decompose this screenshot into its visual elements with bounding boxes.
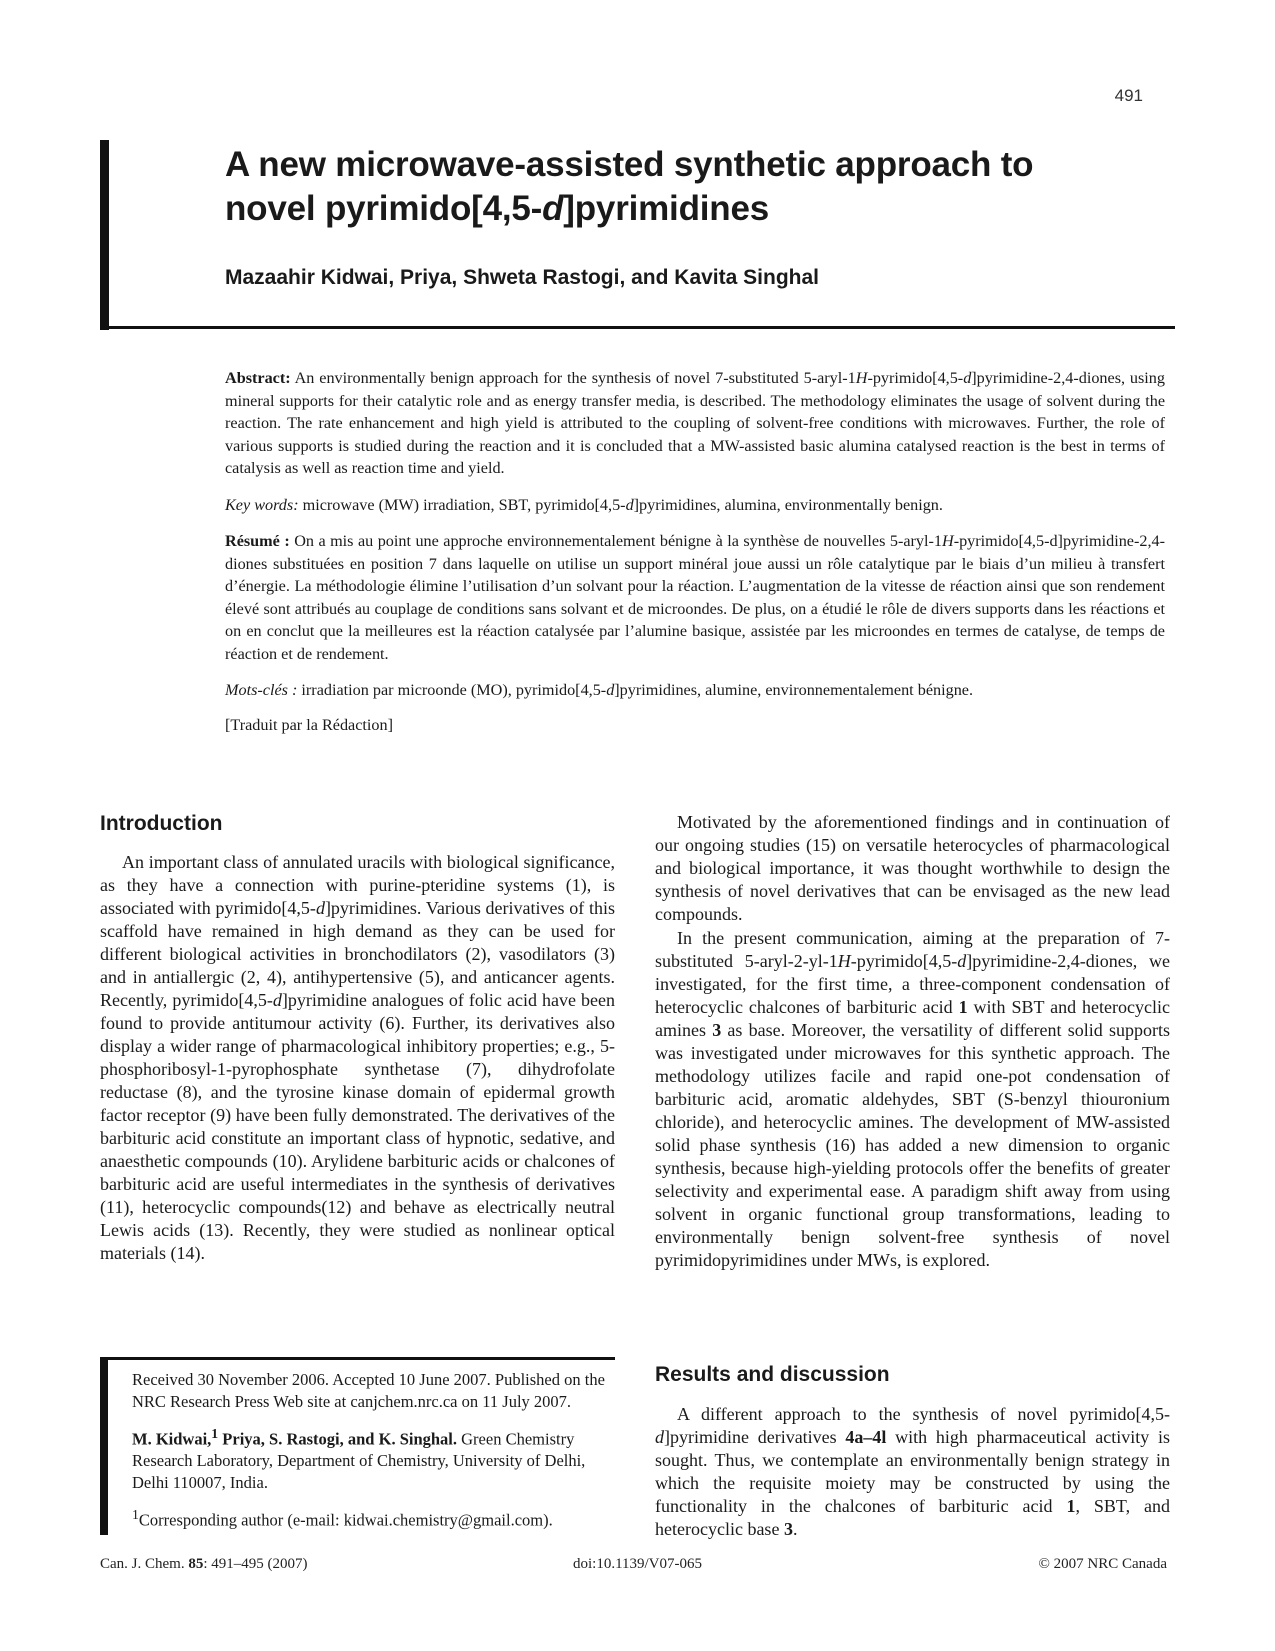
left-column	[100, 811, 615, 1265]
results-text-a: A different approach to the synthesis of novel pyrimido[4,5-	[677, 1404, 1170, 1424]
motscles-label: Mots-clés :	[225, 681, 298, 699]
received-dates: Received 30 November 2006. Accepted 10 June 2007. Published on the NRC Research Press Web site at canjchem.nrc.ca on 11 July 2007.	[132, 1370, 605, 1411]
title-sidebar-rule	[100, 140, 109, 330]
abstract-italic-1: H	[855, 369, 868, 387]
resume-text-1: On a mis au point une approche environnementalement bénigne à la synthèse de nouvelles 5-aryl-1	[289, 532, 942, 550]
abstract-label: Abstract:	[225, 369, 291, 387]
author-list: Mazaahir Kidwai, Priya, Shweta Rastogi, and Kavita Singhal	[225, 266, 819, 289]
results-text-e: .	[792, 1519, 798, 1539]
title-line-2-pre: novel pyrimido[4,5-	[225, 189, 543, 228]
received-author-1: M. Kidwai,	[132, 1429, 212, 1449]
title-line-2-post: ]pyrimidines	[563, 189, 769, 228]
introduction-heading: Introduction	[100, 812, 223, 835]
footer-copyright: © 2007 NRC Canada	[1038, 1556, 1167, 1572]
received-info-box	[100, 1357, 615, 1535]
intro-text-b: ]pyrimidines. Various derivatives of this scaffold have remained in high demand as they can be used for different biological activities in bronchodilators (2), vasodilators (3) and in antiallergic (2, 4), antihypertensive (5), and anticancer agents. Recently, pyrimido[4,5-	[100, 898, 615, 1010]
resume-label: Résumé :	[225, 532, 290, 550]
footer-journal: Can. J. Chem.	[100, 1556, 189, 1572]
translation-note: [Traduit par la Rédaction]	[225, 715, 393, 734]
keywords-italic-1: d	[625, 495, 634, 514]
right-p2-text-e: as base. Moreover, the versatility of different solid supports was investigated under microwaves for this synthetic approach. The methodology utilizes facile and rapid one-pot condensation of barbituric acid, aromatic aldehydes, SBT (S-benzyl thiouronium chloride), and heterocyclic amines. The development of MW-assisted solid phase synthesis (16) has added a new dimension to organic synthesis, because high-yielding protocols offer the benefits of greater selectivity and experimental ease. A paradigm shift away from using solvent in organic functional group transformations, leading to environmentally benign solvent-free synthesis of novel pyrimidopyrimidines under MWs, is explored.	[655, 1020, 1170, 1270]
results-bold-4l: 4l	[872, 1427, 887, 1447]
title-line-1: A new microwave-assisted synthetic approach to	[225, 145, 1034, 184]
intro-italic-2: d	[272, 990, 282, 1010]
motscles-text-2: ]pyrimidines, alumine, environnementalement bénigne.	[614, 681, 974, 699]
results-bold-1: 1	[1066, 1496, 1076, 1516]
right-p2-bold-3: 3	[712, 1020, 722, 1040]
results-bold-dash: –	[863, 1427, 873, 1447]
resume-paragraph	[225, 530, 1165, 665]
received-author-sup: 1	[211, 1426, 219, 1441]
title-italic-d: d	[542, 189, 564, 228]
corresponding-sup: 1	[132, 1507, 139, 1522]
abstract-text-2: -pyrimido[4,5-	[867, 369, 964, 387]
right-p2-italic-1: H	[837, 951, 851, 971]
results-text-d: , SBT, and heterocyclic base	[655, 1496, 1170, 1539]
received-affiliation-paragraph	[132, 1423, 615, 1493]
keywords-text-2: ]pyrimidines, alumina, environmentally benign.	[633, 495, 943, 514]
resume-text-2: -pyrimido[4,5-d]pyrimidine-2,4-diones substituées en position 7 dans laquelle on utilise un support minéral joue aussi un rôle catalytique par le biais d’un milieu à transfert d’énergie. La méthodologie élimine l’utilisation d’un solvant pour la réaction. L’augmentation de la vitesse de réaction ainsi que son rendement élevé sont attribués au couplage de conditions sans solvant et de microondes. De plus, on a étudié le rôle de divers supports dans les réactions et on en conclut que la meilleures est la réaction catalysée par l’alumine basique, assistée par les microondes en termes de catalyse, de temps de réaction et de rendement.	[225, 532, 1165, 663]
received-affiliation: Green Chemistry Research Laboratory, Department of Chemistry, University of Delhi, Delhi 110007, India.	[132, 1429, 586, 1492]
title-bottom-rule	[100, 326, 1175, 329]
right-paragraph-2	[655, 927, 1170, 1272]
footer-pages: : 491–495 (2007)	[203, 1556, 308, 1572]
footer-doi: doi:10.1139/V07-065	[572, 1556, 703, 1572]
results-paragraph	[655, 1403, 1170, 1541]
right-p2-text-c: ]pyrimidine-2,4-diones, we investigated, for the first time, a three-component condensation of heterocyclic chalcones of barbituric acid	[655, 951, 1170, 1017]
corresponding-author-text: Corresponding author (e-mail: kidwai.chemistry@gmail.com).	[138, 1510, 553, 1530]
right-paragraph-1: Motivated by the aforementioned findings and in continuation of our ongoing studies (15) on versatile heterocycles of pharmacological and biological importance, it was thought worthwhile to design the synthesis of novel derivatives that can be envisaged as the new lead compounds.	[655, 812, 1170, 924]
abstract-block	[225, 367, 1165, 750]
resume-italic-1: H	[942, 532, 954, 550]
right-p2-text-b: -pyrimido[4,5-	[850, 951, 958, 971]
abstract-italic-2: d	[963, 369, 972, 387]
keywords-label: Key words:	[225, 495, 299, 514]
article-title	[225, 143, 1165, 231]
results-heading: Results and discussion	[655, 1363, 890, 1386]
motscles-paragraph	[225, 679, 1165, 702]
footer-volume: 85	[188, 1556, 204, 1572]
results-italic-1: d	[655, 1427, 664, 1447]
corresponding-author-note	[132, 1504, 615, 1531]
abstract-text-3: ]pyrimidine-2,4-diones, using mineral supports for their catalytic role and as energy transfer media, is described. The methodology eliminates the usage of solvent during the reaction. The rate enhancement and high yield is attributed to the coupling of solvent-free conditions with microwaves. Further, the role of various supports is studied during the reaction and it is concluded that a MW-assisted basic alumina catalysed reaction is the best in terms of catalysis as well as reaction time and yield.	[225, 369, 1165, 477]
results-bold-4a: 4a	[845, 1427, 864, 1447]
intro-italic-1: d	[315, 898, 325, 918]
introduction-paragraph	[100, 851, 615, 1265]
received-authors-rest: Priya, S. Rastogi, and K. Singhal.	[218, 1429, 458, 1449]
results-bold-3: 3	[783, 1519, 793, 1539]
right-p2-italic-2: d	[957, 951, 967, 971]
abstract-paragraph	[225, 367, 1165, 480]
intro-text-c: ]pyrimidine analogues of folic acid have been found to provide antitumour activity (6). Further, its derivatives also display a wider range of pharmacological inhibitory properties; e.g., 5-phosphoribosyl-1-pyrophosphate synthetase (7), dihydrofolate reductase (8), and the tyrosine kinase domain of epidermal growth factor receptor (9) have been fully demonstrated. The derivatives of the barbituric acid constitute an important class of hypnotic, sedative, and anaesthetic compounds (10). Arylidene barbituric acids or chalcones of barbituric acid are useful intermediates in the synthesis of derivatives (11), heterocyclic compounds(12) and behave as electrically neutral Lewis acids (13). Recently, they were studied as nonlinear optical materials (14).	[100, 990, 615, 1263]
right-p2-text-d: with SBT and heterocyclic amines	[655, 997, 1170, 1040]
results-text-c: with high pharmaceutical activity is sought. Thus, we contemplate an environmentally benign strategy in which the requisite moiety may be constructed by using the functionality in the chalcones of barbituric acid	[655, 1427, 1170, 1516]
motscles-text-1: irradiation par microonde (MO), pyrimido[4,5-	[297, 681, 607, 699]
keywords-paragraph	[225, 494, 1165, 517]
keywords-text-1: microwave (MW) irradiation, SBT, pyrimido[4,5-	[298, 495, 626, 514]
abstract-text-1: An environmentally benign approach for the synthesis of novel 7-substituted 5-aryl-1	[290, 369, 856, 387]
page-number: 491	[1114, 86, 1143, 105]
right-column	[655, 811, 1170, 1272]
motscles-italic-1: d	[606, 681, 615, 699]
intro-text-a: An important class of annulated uracils with biological significance, as they have a connection with purine-pteridine systems (1), is associated with pyrimido[4,5-	[100, 852, 615, 918]
right-p2-text-a: In the present communication, aiming at the preparation of 7-substituted 5-aryl-2-yl-1	[655, 928, 1170, 971]
right-p2-bold-1: 1	[958, 997, 968, 1017]
results-text-b: ]pyrimidine derivatives	[664, 1427, 846, 1447]
